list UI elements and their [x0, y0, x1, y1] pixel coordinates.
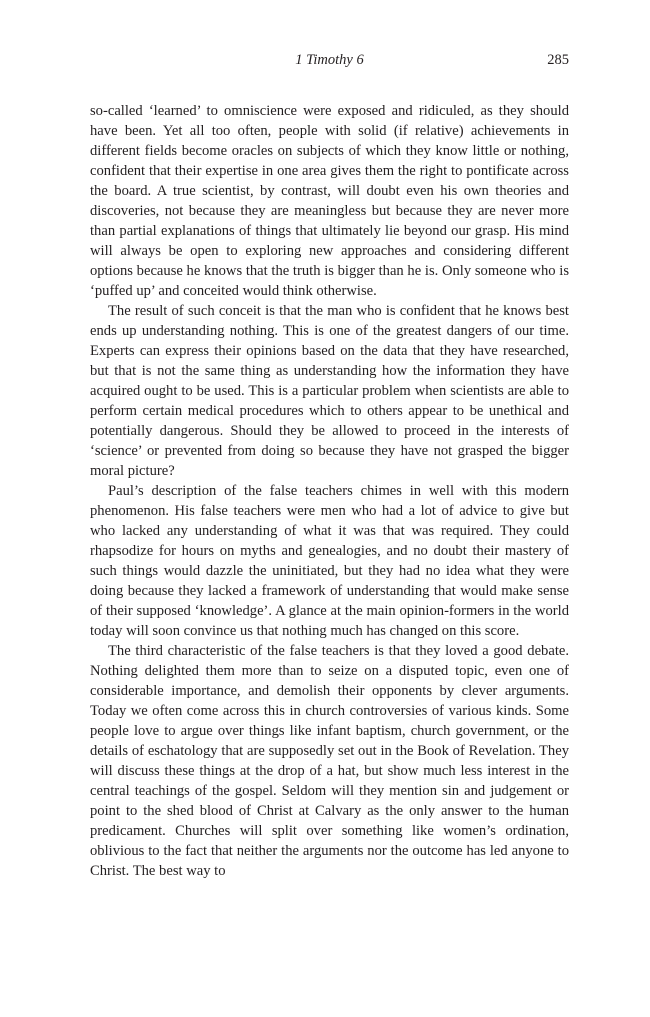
paragraph: The third characteristic of the false teachers is that they loved a good debate. Nothing delighted them more than to seize on a disputed topic, even one of considerable importance, and demolish their opponents by clever arguments. Today we often come across this in church controversies of various kinds. Some people love to argue over things like infant baptism, church government, or the details of eschatology that are supposedly set out in the Book of Revelation. They will discuss these things at the drop of a hat, but show much less interest in the central teachings of the gospel. Seldom will they mention sin and judgement or point to the shed blood of Christ at Calvary as the only answer to the human predicament. Churches will split over something like women’s ordination, oblivious to the fact that neither the arguments nor the outcome has led anyone to Christ. The best way to: [90, 643, 569, 879]
body-text: [90, 101, 569, 881]
page-number: 285: [547, 52, 569, 68]
paragraph-continued: so-called ‘learned’ to omniscience were exposed and ridiculed, as they should have been. Yet all too often, people with solid (if relative) achievements in different fields become oracles on subjects of which they know little or nothing, confident that their expertise in one area gives them the right to pontificate across the board. A true scientist, by contrast, will doubt even his own theories and discoveries, not because they are meaningless but because they are never more than partial explanations of things that ultimately lie beyond our grasp. His mind will always be open to exploring new approaches and considering different options because he knows that the truth is bigger than he is. Only someone who is ‘puffed up’ and conceited would think otherwise.: [90, 103, 569, 299]
paragraph: Paul’s description of the false teachers chimes in well with this modern phenomenon. His false teachers were men who had a lot of advice to give but who lacked any understanding of what it was that was required. They could rhapsodize for hours on myths and genealogies, and no doubt their mastery of such things would dazzle the uninitiated, but they had no idea what they were doing because they lacked a framework of understanding that would make sense of their supposed ‘knowledge’. A glance at the main opinion-formers in the world today will soon convince us that nothing much has changed on this score.: [90, 483, 569, 639]
running-head: [90, 52, 569, 72]
running-title: 1 Timothy 6: [295, 52, 364, 68]
paragraph: The result of such conceit is that the man who is confident that he knows best ends up understanding nothing. This is one of the greatest dangers of our time. Experts can express their opinions based on the data that they have researched, but that is not the same thing as understanding how the information they have acquired ought to be used. This is a particular problem when scientists are able to perform certain medical procedures which to others appear to be unethical and potentially dangerous. Should they be allowed to proceed in the interests of ‘science’ or prevented from doing so because they have not grasped the bigger moral picture?: [90, 303, 569, 479]
